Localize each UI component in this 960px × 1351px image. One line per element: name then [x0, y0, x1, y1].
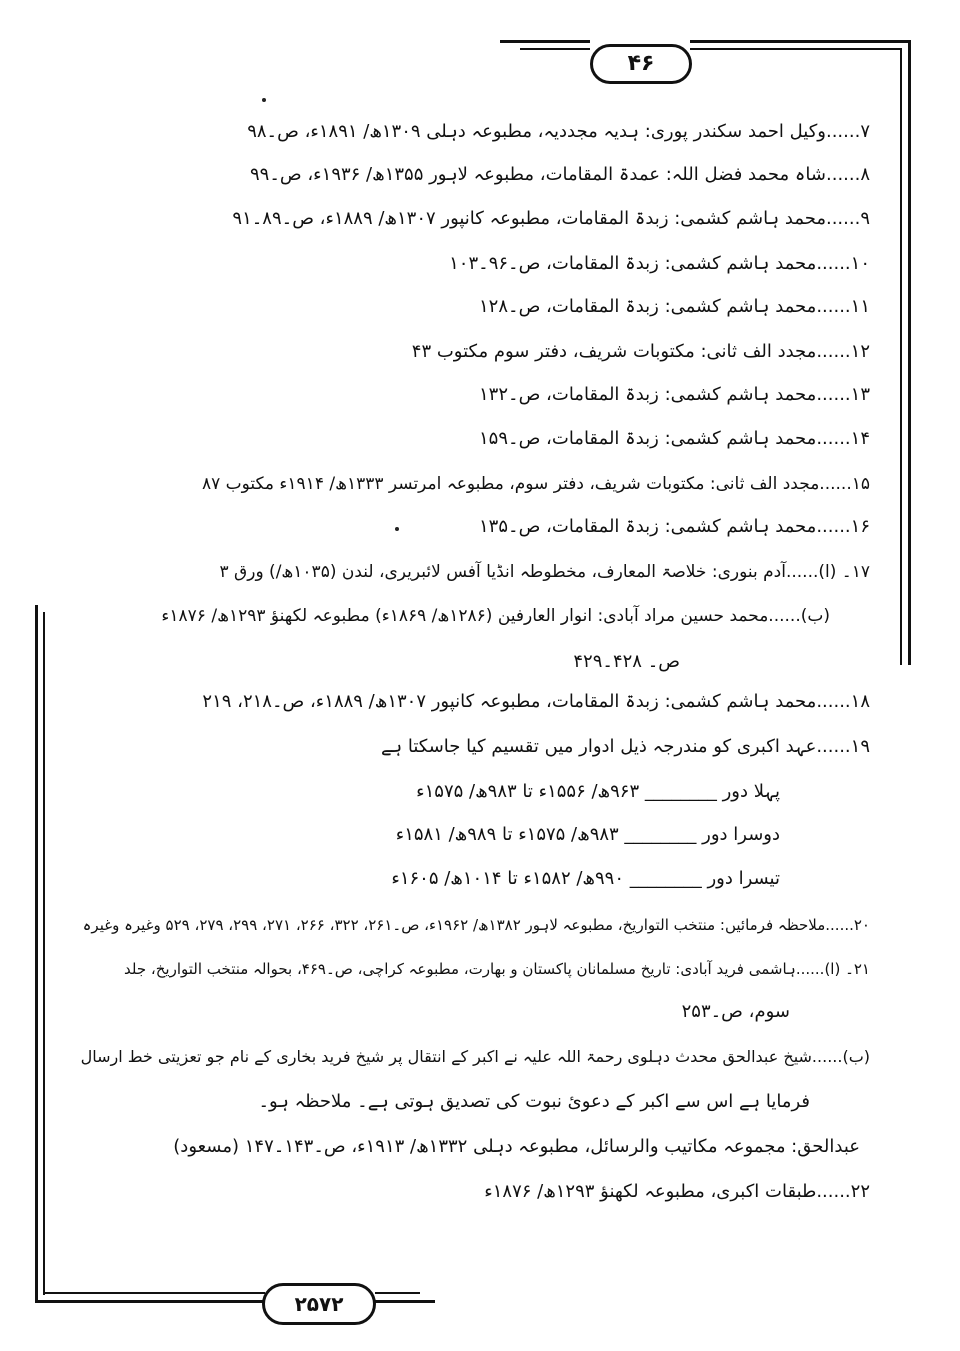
note-17a: ۱۷۔ (ا)......آدم بنوری: خلاصۃ المعارف، مخطوطہ انڈیا آفس لائبریری، لندن (۱۰۳۵ھ/) ورق ۳	[219, 562, 870, 582]
note-15: ۱۵......مجدد الف ثانی: مکتوبات شریف، دفتر سوم، مطبوعہ امرتسر ۱۳۳۳ھ/ ۱۹۱۴ء مکتوب ۸۷	[201, 474, 870, 494]
note-12: ۱۲......مجدد الف ثانی: مکتوبات شریف، دفتر سوم مکتوب ۴۳	[411, 341, 870, 362]
note-21a-continued: سوم، ص۔۲۵۳	[681, 1001, 790, 1022]
frame-bottom-inner	[43, 1292, 265, 1294]
note-20: ۲۰......ملاحظہ فرمائیں: منتخب التواریخ، مطبوعہ لاہور ۱۳۸۲ھ/ ۱۹۶۲ء، ص۔۲۶۱، ۳۲۲، ۲۶۶، ۲۷۱، ۲۹۹، ۲۷۹، ۵۲۹ وغیرہ وغیرہ	[82, 916, 870, 934]
note-11: ۱۱......محمد ہاشم کشمی: زبدۃ المقامات، ص۔۱۲۸	[479, 296, 870, 317]
frame-bottom-right-inner	[375, 1292, 420, 1294]
frame-left-inner	[43, 612, 45, 1295]
top-page-number: ۴۶	[590, 44, 692, 84]
frame-bottom-right-outer	[375, 1300, 435, 1303]
note-10: ۱۰......محمد ہاشم کشمی: زبدۃ المقامات، ص۔۹۶۔۱۰۳	[449, 253, 870, 274]
note-18: ۱۸......محمد ہاشم کشمی: زبدۃ المقامات، مطبوعہ کانپور ۱۳۰۷ھ/ ۱۸۸۹ء، ص۔۲۱۸، ۲۱۹	[202, 691, 870, 712]
frame-top-inner	[690, 48, 902, 50]
frame-top-left-inner	[520, 48, 590, 50]
scan-speck	[395, 527, 399, 531]
frame-top-left-outer	[500, 40, 590, 43]
note-9: ۹......محمد ہاشم کشمی: زبدۃ المقامات، مطبوعہ کانپور ۱۳۰۷ھ/ ۱۸۸۹ء، ص۔۸۹۔۹۱	[232, 208, 870, 229]
note-14: ۱۴......محمد ہاشم کشمی: زبدۃ المقامات، ص۔۱۵۹	[479, 428, 870, 449]
note-8: ۸......شاہ محمد فضل اللہ: عمدۃ المقامات، مطبوعہ لاہور ۱۳۵۵ھ/ ۱۹۳۶ء، ص۔۹۹	[250, 164, 870, 185]
note-7: ۷......وکیل احمد سکندر پوری: ہدیہ مجددیہ، مطبوعہ دہلی ۱۳۰۹ھ/ ۱۸۹۱ء، ص۔۹۸	[247, 121, 870, 142]
frame-left-outer	[35, 605, 38, 1303]
frame-right-outer	[908, 40, 911, 665]
note-19-period-3: تیسرا دور ________ ۹۹۰ھ/ ۱۵۸۲ء تا ۱۰۱۴ھ/ ۱۶۰۵ء	[391, 868, 780, 889]
note-19-period-1: پہلا دور ________ ۹۶۳ھ/ ۱۵۵۶ء تا ۹۸۳ھ/ ۱۵۷۵ء	[416, 781, 780, 802]
note-21a: ۲۱۔ (ا)......ہاشمی فرید آبادی: تاریخ مسلمانان پاکستان و بھارت، مطبوعہ کراچی، ص۔۴۶۹، بحوالہ منتخب التواریخ، جلد	[124, 960, 870, 978]
note-21b-continued: فرمایا ہے اس سے اکبر کے دعویٔ نبوت کی تصدیق ہوتی ہے۔ ملاحظہ ہو۔	[258, 1091, 810, 1112]
note-13: ۱۳......محمد ہاشم کشمی: زبدۃ المقامات، ص۔۱۳۲	[479, 384, 870, 405]
note-21b-reference: عبدالحق: مجموعہ مکاتیب والرسائل، مطبوعہ دہلی ۱۳۳۲ھ/ ۱۹۱۳ء، ص۔۱۴۳۔۱۴۷ (مسعود)	[173, 1136, 860, 1157]
note-17b-pages: ص۔ ۴۲۸۔۴۲۹	[573, 651, 680, 672]
note-16: ۱۶......محمد ہاشم کشمی: زبدۃ المقامات، ص۔۱۳۵	[479, 516, 870, 537]
note-19: ۱۹......عہد اکبری کو مندرجہ ذیل ادوار میں تقسیم کیا جاسکتا ہے	[381, 736, 870, 757]
frame-right-inner	[900, 48, 902, 665]
note-22: ۲۲......طبقات اکبری، مطبوعہ لکھنؤ ۱۲۹۳ھ/ ۱۸۷۶ء	[484, 1181, 870, 1202]
note-17b: (ب)......محمد حسین مراد آبادی: انوار العارفین (۱۲۸۶ھ/ ۱۸۶۹ء) مطبوعہ لکھنؤ ۱۲۹۳ھ/ ۱۸۷۶ء	[161, 606, 830, 626]
frame-top-outer	[690, 40, 910, 43]
frame-bottom-outer	[35, 1300, 265, 1303]
note-19-period-2: دوسرا دور ________ ۹۸۳ھ/ ۱۵۷۵ء تا ۹۸۹ھ/ ۱۵۸۱ء	[395, 824, 780, 845]
scan-speck	[262, 98, 266, 102]
bottom-page-number: ۲۵۷۲	[262, 1283, 376, 1325]
note-21b: (ب)......شیخ عبدالحق محدث دہلوی رحمۃ اللہ علیہ نے اکبر کے انتقال پر شیخ فرید بخاری کے نام جو تعزیتی خط ارسال	[80, 1047, 870, 1066]
